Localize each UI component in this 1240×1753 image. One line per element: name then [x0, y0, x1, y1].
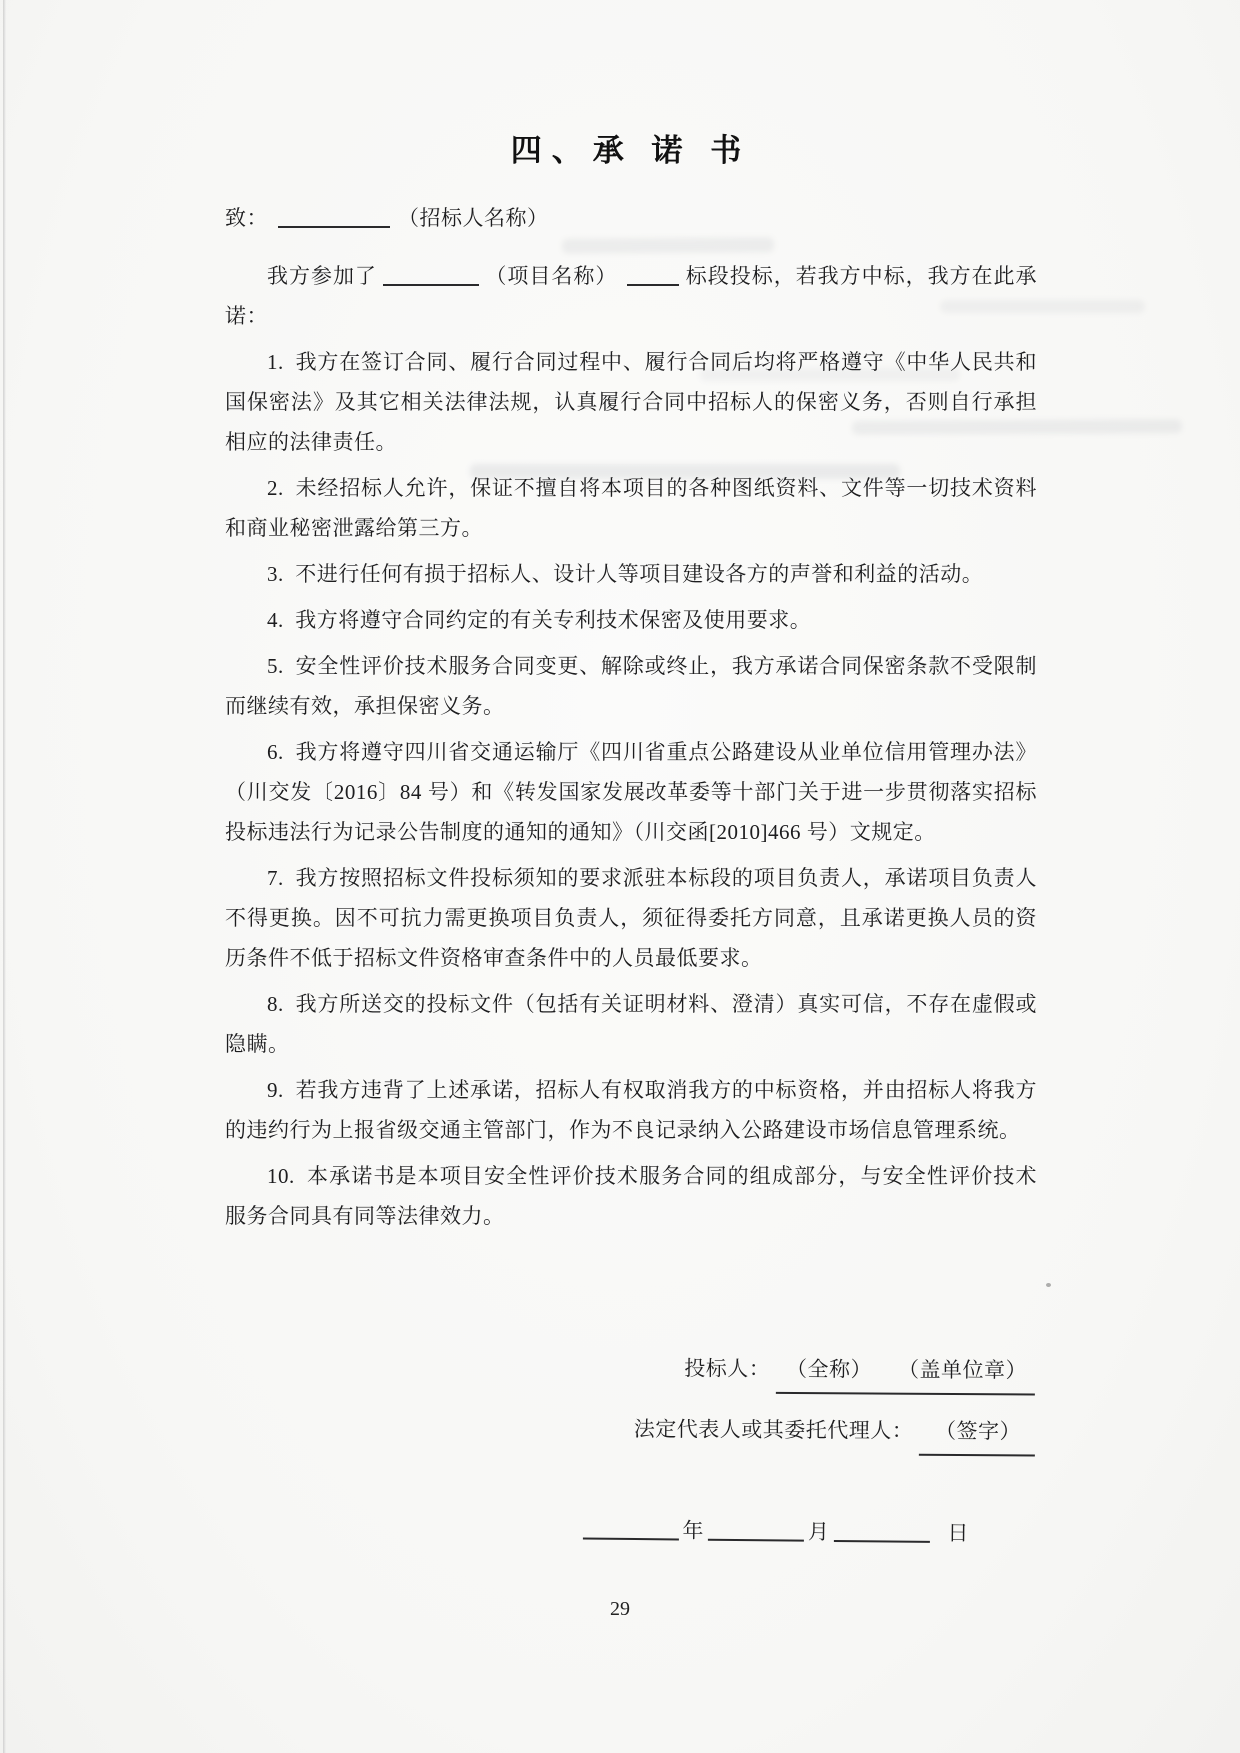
month-blank [708, 1517, 804, 1542]
document-body [225, 0, 1037, 1550]
scan-edge-shadow [3, 0, 6, 1753]
commitment-item-4 [225, 600, 1037, 640]
legal-sign-blank [919, 1411, 1035, 1457]
item-text: 我方在签订合同、履行合同过程中、履行合同后均将严格遵守《中华人民共和国保密法》及其它相关法律法规，认真履行合同中招标人的保密义务，否则自行承担相应的法律责任。 [225, 350, 1037, 454]
item-number: 7. [267, 866, 284, 890]
commitment-item-2 [225, 468, 1037, 548]
commitment-item-7 [225, 858, 1037, 978]
bidder-signature-line [225, 1346, 1035, 1396]
item-text: 不进行任何有损于招标人、设计人等项目建设各方的声誉和利益的活动。 [295, 562, 984, 586]
date-line [225, 1506, 1037, 1554]
commitment-item-9 [225, 1070, 1037, 1150]
signature-block [225, 1348, 1037, 1454]
legal-sign-hint: （签字） [934, 1418, 1022, 1444]
legal-representative-label: 法定代表人或其委托代理人： [633, 1417, 914, 1443]
commitment-item-5 [225, 646, 1037, 726]
page-number: 29 [610, 1598, 630, 1620]
bidder-label: 投标人： [684, 1356, 771, 1381]
item-number: 2. [267, 476, 284, 500]
intro-lead: 我方参加了 [267, 264, 377, 288]
legal-representative-line [225, 1407, 1035, 1457]
item-text: 安全性评价技术服务合同变更、解除或终止，我方承诺合同保密条款不受限制而继续有效，承担保密义务。 [225, 654, 1037, 718]
salutation-label: 致： [225, 206, 268, 230]
item-text: 未经招标人允许，保证不擅自将本项目的各种图纸资料、文件等一切技术资料和商业秘密泄露给第三方。 [225, 476, 1037, 540]
commitment-item-8 [225, 984, 1037, 1064]
commitment-item-6 [225, 732, 1037, 852]
day-label: 日 [947, 1521, 970, 1546]
year-blank [582, 1515, 678, 1540]
bidder-signature-blank [776, 1349, 1035, 1396]
item-number: 8. [267, 992, 284, 1016]
commitment-item-3 [225, 554, 1037, 594]
commitment-item-10 [225, 1156, 1037, 1236]
item-number: 3. [267, 562, 284, 586]
salutation-line [225, 198, 1037, 238]
page-title: 四、承 诺 书 [510, 133, 752, 168]
section-blank [627, 262, 679, 286]
bidder-fullname-hint: （全称） [785, 1356, 873, 1382]
item-text: 我方按照招标文件投标须知的要求派驻本标段的项目负责人，承诺项目负责人不得更换。因不可抗力需更换项目负责人，须征得委托方同意，且承诺更换人员的资历条件不低于招标文件资格审查条件中的人员最低要求。 [225, 866, 1037, 970]
commitment-item-1 [225, 342, 1037, 462]
item-number: 9. [267, 1078, 284, 1102]
item-text: 若我方违背了上述承诺，招标人有权取消我方的中标资格，并由招标人将我方的违约行为上报省级交通主管部门，作为不良记录纳入公路建设市场信息管理系统。 [225, 1078, 1037, 1142]
year-label: 年 [682, 1518, 705, 1543]
item-text: 我方所送交的投标文件（包括有关证明材料、澄清）真实可信，不存在虚假或隐瞒。 [225, 992, 1037, 1056]
month-label: 月 [807, 1519, 830, 1544]
item-text: 我方将遵守合同约定的有关专利技术保密及使用要求。 [295, 608, 812, 632]
item-number: 6. [267, 740, 284, 764]
project-name-blank [383, 262, 479, 286]
scan-speck [1046, 1283, 1051, 1287]
item-number: 1. [267, 350, 284, 374]
intro-tail: 标段投标，若我方中标，我方在此承诺： [225, 264, 1038, 328]
bidder-seal-hint: （盖单位章） [897, 1357, 1028, 1383]
day-blank [833, 1518, 929, 1543]
item-text: 本承诺书是本项目安全性评价技术服务合同的组成部分，与安全性评价技术服务合同具有同等法律效力。 [225, 1164, 1037, 1228]
salutation-hint: （招标人名称） [398, 206, 549, 230]
item-number: 5. [267, 654, 284, 678]
intro-line [225, 256, 1037, 336]
item-number: 4. [267, 608, 284, 632]
bidder-name-blank [278, 204, 390, 228]
item-number: 10. [267, 1164, 295, 1188]
project-name-hint: （项目名称） [484, 264, 618, 288]
item-text: 我方将遵守四川省交通运输厅《四川省重点公路建设从业单位信用管理办法》（川交发〔2016〕84 号）和《转发国家发展改革委等十部门关于进一步贯彻落实招标投标违法行为记录公告制度的通知的通知》（川交函[2010]466 号）文规定。 [225, 740, 1037, 844]
